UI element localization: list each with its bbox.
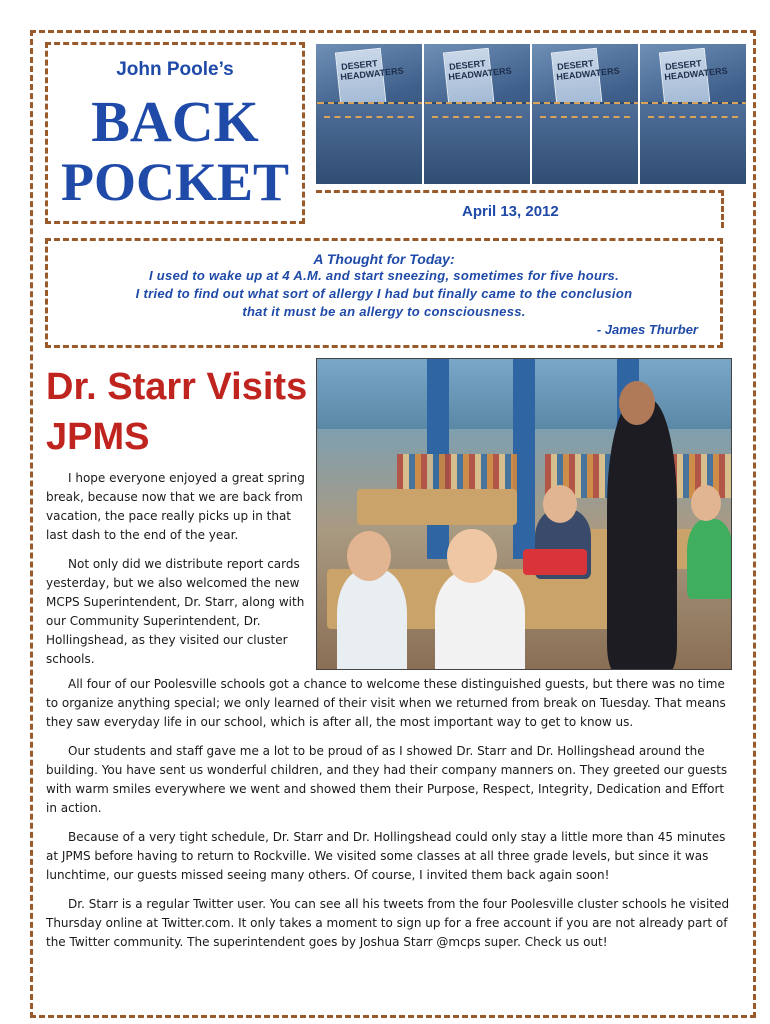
issue-date: April 13, 2012 [462,203,559,220]
article-body-full [46,675,736,962]
book-in-pocket-image [424,44,530,184]
book-cover-title: DESERT HEADWATERS [555,58,620,82]
masthead [45,42,305,224]
book-in-pocket-image [316,44,422,184]
article-paragraph: All four of our Poolesville schools got a chance to welcome these distinguished guests, but there was no time to organize anything special; we only learned of their visit when we returned from break on Tuesday. That means they saw everyday life in our school, which is after all, the most important way to get to know us. [46,677,726,729]
thought-for-today [45,238,723,348]
thought-quote-line: I tried to find out what sort of allergy I had but finally came to the conclusion [135,286,633,301]
issue-date-box [316,190,724,228]
article-paragraph: Not only did we distribute report cards yesterday, but we also welcomed the new MCPS Superintendent, Dr. Starr, along with our Community Superintendent, Dr. Hollingshead, as they visited our cluster schools. [46,557,305,666]
book-in-pocket-image [532,44,638,184]
thought-author: - James Thurber [596,322,698,337]
book-cover-title: DESERT HEADWATERS [339,58,404,82]
book-in-pocket-image [640,44,746,184]
book-cover-title: DESERT HEADWATERS [447,58,512,82]
masthead-title-pocket: POCKET [60,152,290,212]
classroom-photo [316,358,732,670]
thought-quote-line: I used to wake up at 4 A.M. and start sneezing, sometimes for five hours. [148,268,620,283]
thought-quote-line: that it must be an allergy to consciousness. [242,304,526,319]
masthead-title-back: BACK [91,89,259,154]
article-paragraph: I hope everyone enjoyed a great spring break, because now that we are back from vacation, the pace really picks up in that last dash to the end of the year. [46,471,305,542]
article-paragraph: Because of a very tight schedule, Dr. Starr and Dr. Hollingshead could only stay a little more than 45 minutes at JPMS before having to return to Rockville. We visited some classes at all three grade levels, but since it was lunchtime, our guests missed seeing many others. Of course, I invited them back again soon! [46,830,726,882]
article-paragraph: Our students and staff gave me a lot to be proud of as I showed Dr. Starr and Dr. Hollingshead around the building. You have sent us wonderful children, and they had their company manners on. They greeted our guests with warm smiles everywhere we went and showed them their Purpose, Respect, Integrity, Dedication and Effort in action. [46,744,728,815]
masthead-byline: John Poole’s [116,59,234,80]
header-image-strip [316,44,746,184]
article-body-left [46,469,308,679]
article-headline: Dr. Starr Visits JPMS [46,366,308,458]
book-cover-title: DESERT HEADWATERS [663,58,728,82]
thought-heading: A Thought for Today: [313,251,455,267]
article-paragraph: Dr. Starr is a regular Twitter user. You can see all his tweets from the four Poolesville cluster schools he visited Thursday online at Twitter.com. It only takes a moment to sign up for a free account if you are not already part of the Twitter community. The superintendent goes by Joshua Starr @mcps super. Check us out! [46,897,730,949]
